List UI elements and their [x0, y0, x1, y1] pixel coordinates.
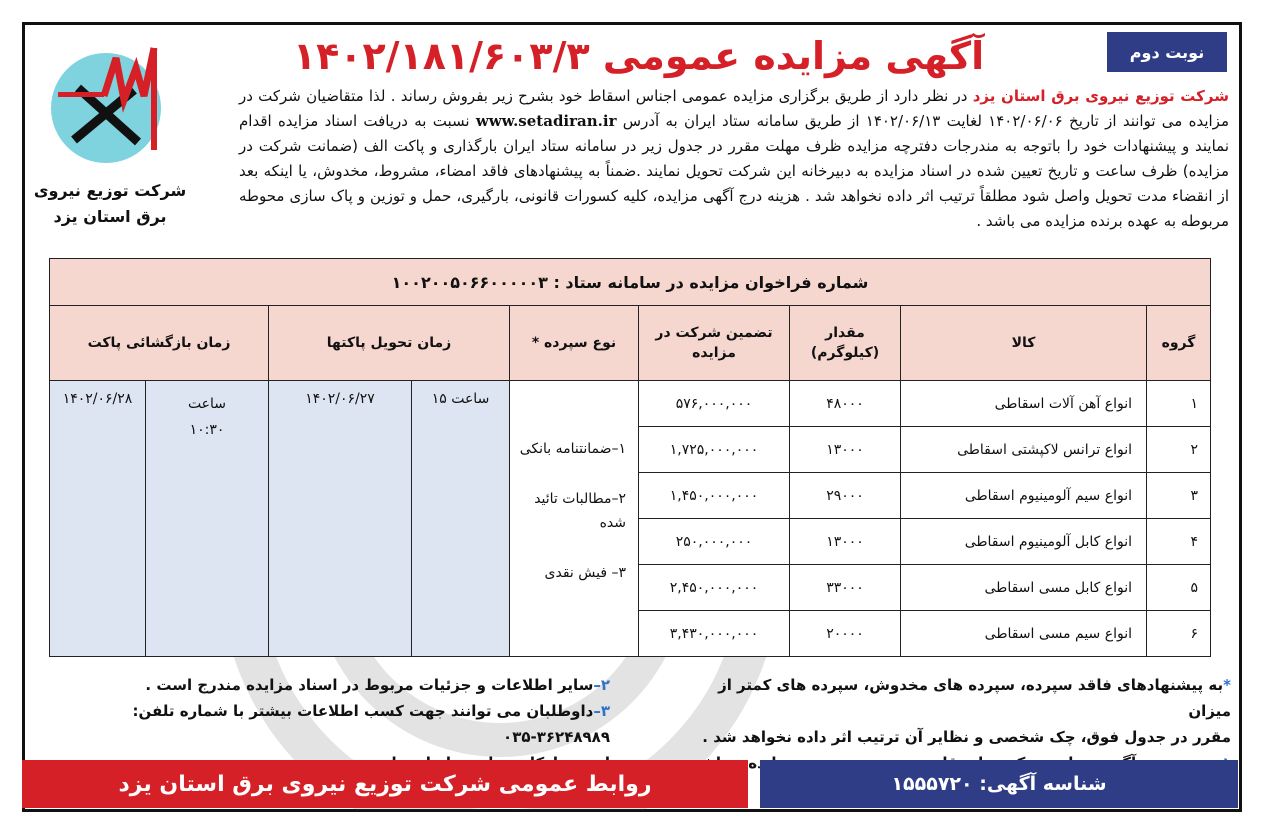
- cell-qty: ۲۰۰۰۰: [790, 611, 901, 657]
- cell-guarantee: ۵۷۶,۰۰۰,۰۰۰: [639, 381, 790, 427]
- asterisk-mark: *: [1223, 676, 1231, 694]
- setad-url-link[interactable]: www.setadiran.ir: [475, 112, 617, 130]
- cell-group: ۶: [1147, 611, 1211, 657]
- intro-text-part2: نسبت به دریافت اسناد مزایده اقدام نمایند و پیشنهادات خود را باتوجه به مندرجات دفترچه مزایده ظرف مهلت مقرر در جدول زیر در سامانه ستاد ایران بارگذاری و پاکت الف (ضمانت شرکت در مزایده) ظرف ساعت و تاریخ تعیین شده در اسناد مزایده به دبیرخانه این شرکت تحویل نمایند .ضمناً به پیشنهادهای فاقد امضاء، مشروط، مخدوش، یا اینکه بعد از انقضاء مدت تحویل واصل شود مطلقاً ترتیب اثر داده نخواهد شد . هزینه درج آگهی مزایده، کلیه کسورات قانونی، بارگیری، حمل و توزین و پاک سازی محوطه مربوطه به عهده برنده مزایده می باشد .: [239, 112, 1229, 230]
- intro-text-part1: در نظر دارد از طریق برگزاری مزایده عمومی اجناس اسقاط خود بشرح زیر بفروش رساند . لذا متقاضیان شرکت در مزایده می توانند از تاریخ ۱۴۰۲/۰۶/۰۶ لغایت ۱۴۰۲/۰۶/۱۳ از طریق سامانه ستاد ایران به آدرس: [239, 87, 1229, 130]
- round-badge: نوبت دوم: [1107, 32, 1227, 72]
- note-3-text: داوطلبان می توانند جهت کسب اطلاعات بیشتر با شماره تلفن: ۳۶۲۴۸۹۸۹-۰۳۵: [132, 702, 610, 746]
- company-logo-icon: [46, 38, 176, 166]
- cell-opening-date: ۱۴۰۲/۰۶/۲۸: [50, 381, 146, 657]
- cell-qty: ۳۳۰۰۰: [790, 565, 901, 611]
- auction-table: [49, 258, 1211, 657]
- cell-guarantee: ۲,۴۵۰,۰۰۰,۰۰۰: [639, 565, 790, 611]
- opening-time-value: ۱۰:۳۰: [189, 422, 225, 438]
- deposit-type-3: ۳– فیش نقدی: [544, 564, 626, 581]
- cell-group: ۱: [1147, 381, 1211, 427]
- cell-item: انواع سیم آلومینیوم اسقاطی: [901, 473, 1147, 519]
- cell-qty: ۴۸۰۰۰: [790, 381, 901, 427]
- header-delivery: زمان تحویل پاکتها: [269, 306, 510, 381]
- footer-ad-id: شناسه آگهی: ۱۵۵۵۷۲۰: [760, 760, 1238, 808]
- cell-item: انواع کابل مسی اسقاطی: [901, 565, 1147, 611]
- cell-item: انواع کابل آلومینیوم اسقاطی: [901, 519, 1147, 565]
- cell-qty: ۱۳۰۰۰: [790, 519, 901, 565]
- header-deposit: نوع سپرده ‎*: [510, 306, 639, 381]
- note-3: [50, 698, 610, 750]
- cell-deposit-types: [510, 381, 639, 657]
- note-2: [50, 672, 610, 698]
- cell-delivery-time: ساعت ۱۵: [412, 381, 510, 657]
- header-group: گروه: [1147, 306, 1211, 381]
- note-2-text: سایر اطلاعات و جزئیات مربوط در اسناد مزایده مندرج است .: [145, 676, 594, 694]
- cell-opening-time: [146, 381, 269, 657]
- logo-caption: [30, 178, 190, 230]
- cell-delivery-date: ۱۴۰۲/۰۶/۲۷: [269, 381, 412, 657]
- note-2-num: ۲–: [593, 676, 610, 694]
- cell-group: ۵: [1147, 565, 1211, 611]
- header-item: کالا: [901, 306, 1147, 381]
- cell-group: ۴: [1147, 519, 1211, 565]
- footer-public-relations: روابط عمومی شرکت توزیع نیروی برق استان یزد: [22, 760, 748, 808]
- cell-qty: ۲۹۰۰۰: [790, 473, 901, 519]
- table-caption: شماره فراخوان مزایده در سامانه ستاد : ۱۰۰۲۰۰۵۰۶۶۰۰۰۰۰۳: [50, 259, 1211, 306]
- note-deposit-cont: مقرر در جدول فوق، چک شخصی و نظایر آن ترتیب اثر داده نخواهد شد .: [702, 728, 1231, 746]
- deposit-type-2: ۲–مطالبات تائید شده: [534, 490, 626, 531]
- cell-item: انواع آهن آلات اسقاطی: [901, 381, 1147, 427]
- cell-item: انواع ترانس لاکپشتی اسقاطی: [901, 427, 1147, 473]
- note-3-num: ۳–: [593, 702, 610, 720]
- header-guarantee: تضمین شرکت در مزایده: [639, 306, 790, 381]
- note-deposit: [671, 672, 1231, 724]
- cell-guarantee: ۲۵۰,۰۰۰,۰۰۰: [639, 519, 790, 565]
- ad-title: آگهی مزایده عمومی ۱۴۰۲/۱۸۱/۶۰۳/۳: [292, 34, 985, 78]
- header-opening: زمان بازگشائی پاکت: [50, 306, 269, 381]
- company-name: شرکت توزیع نیروی برق استان یزد: [972, 87, 1229, 105]
- deposit-type-1: ۱–ضمانتنامه بانکی: [519, 440, 626, 457]
- note-deposit-text: به پیشنهادهای فاقد سپرده، سپرده های مخدوش، سپرده های کمتر از میزان: [718, 676, 1231, 720]
- cell-qty: ۱۳۰۰۰: [790, 427, 901, 473]
- cell-guarantee: ۳,۴۳۰,۰۰۰,۰۰۰: [639, 611, 790, 657]
- cell-item: انواع سیم مسی اسقاطی: [901, 611, 1147, 657]
- header-qty: مقدار (کیلوگرم): [790, 306, 901, 381]
- logo-caption-line2: برق استان یزد: [53, 207, 167, 226]
- cell-group: ۲: [1147, 427, 1211, 473]
- logo-caption-line1: شرکت توزیع نیروی: [33, 181, 187, 200]
- cell-group: ۳: [1147, 473, 1211, 519]
- table-row: [50, 381, 1211, 427]
- opening-time-label: ساعت: [187, 396, 227, 412]
- cell-guarantee: ۱,۴۵۰,۰۰۰,۰۰۰: [639, 473, 790, 519]
- cell-guarantee: ۱,۷۲۵,۰۰۰,۰۰۰: [639, 427, 790, 473]
- intro-paragraph: [239, 84, 1229, 234]
